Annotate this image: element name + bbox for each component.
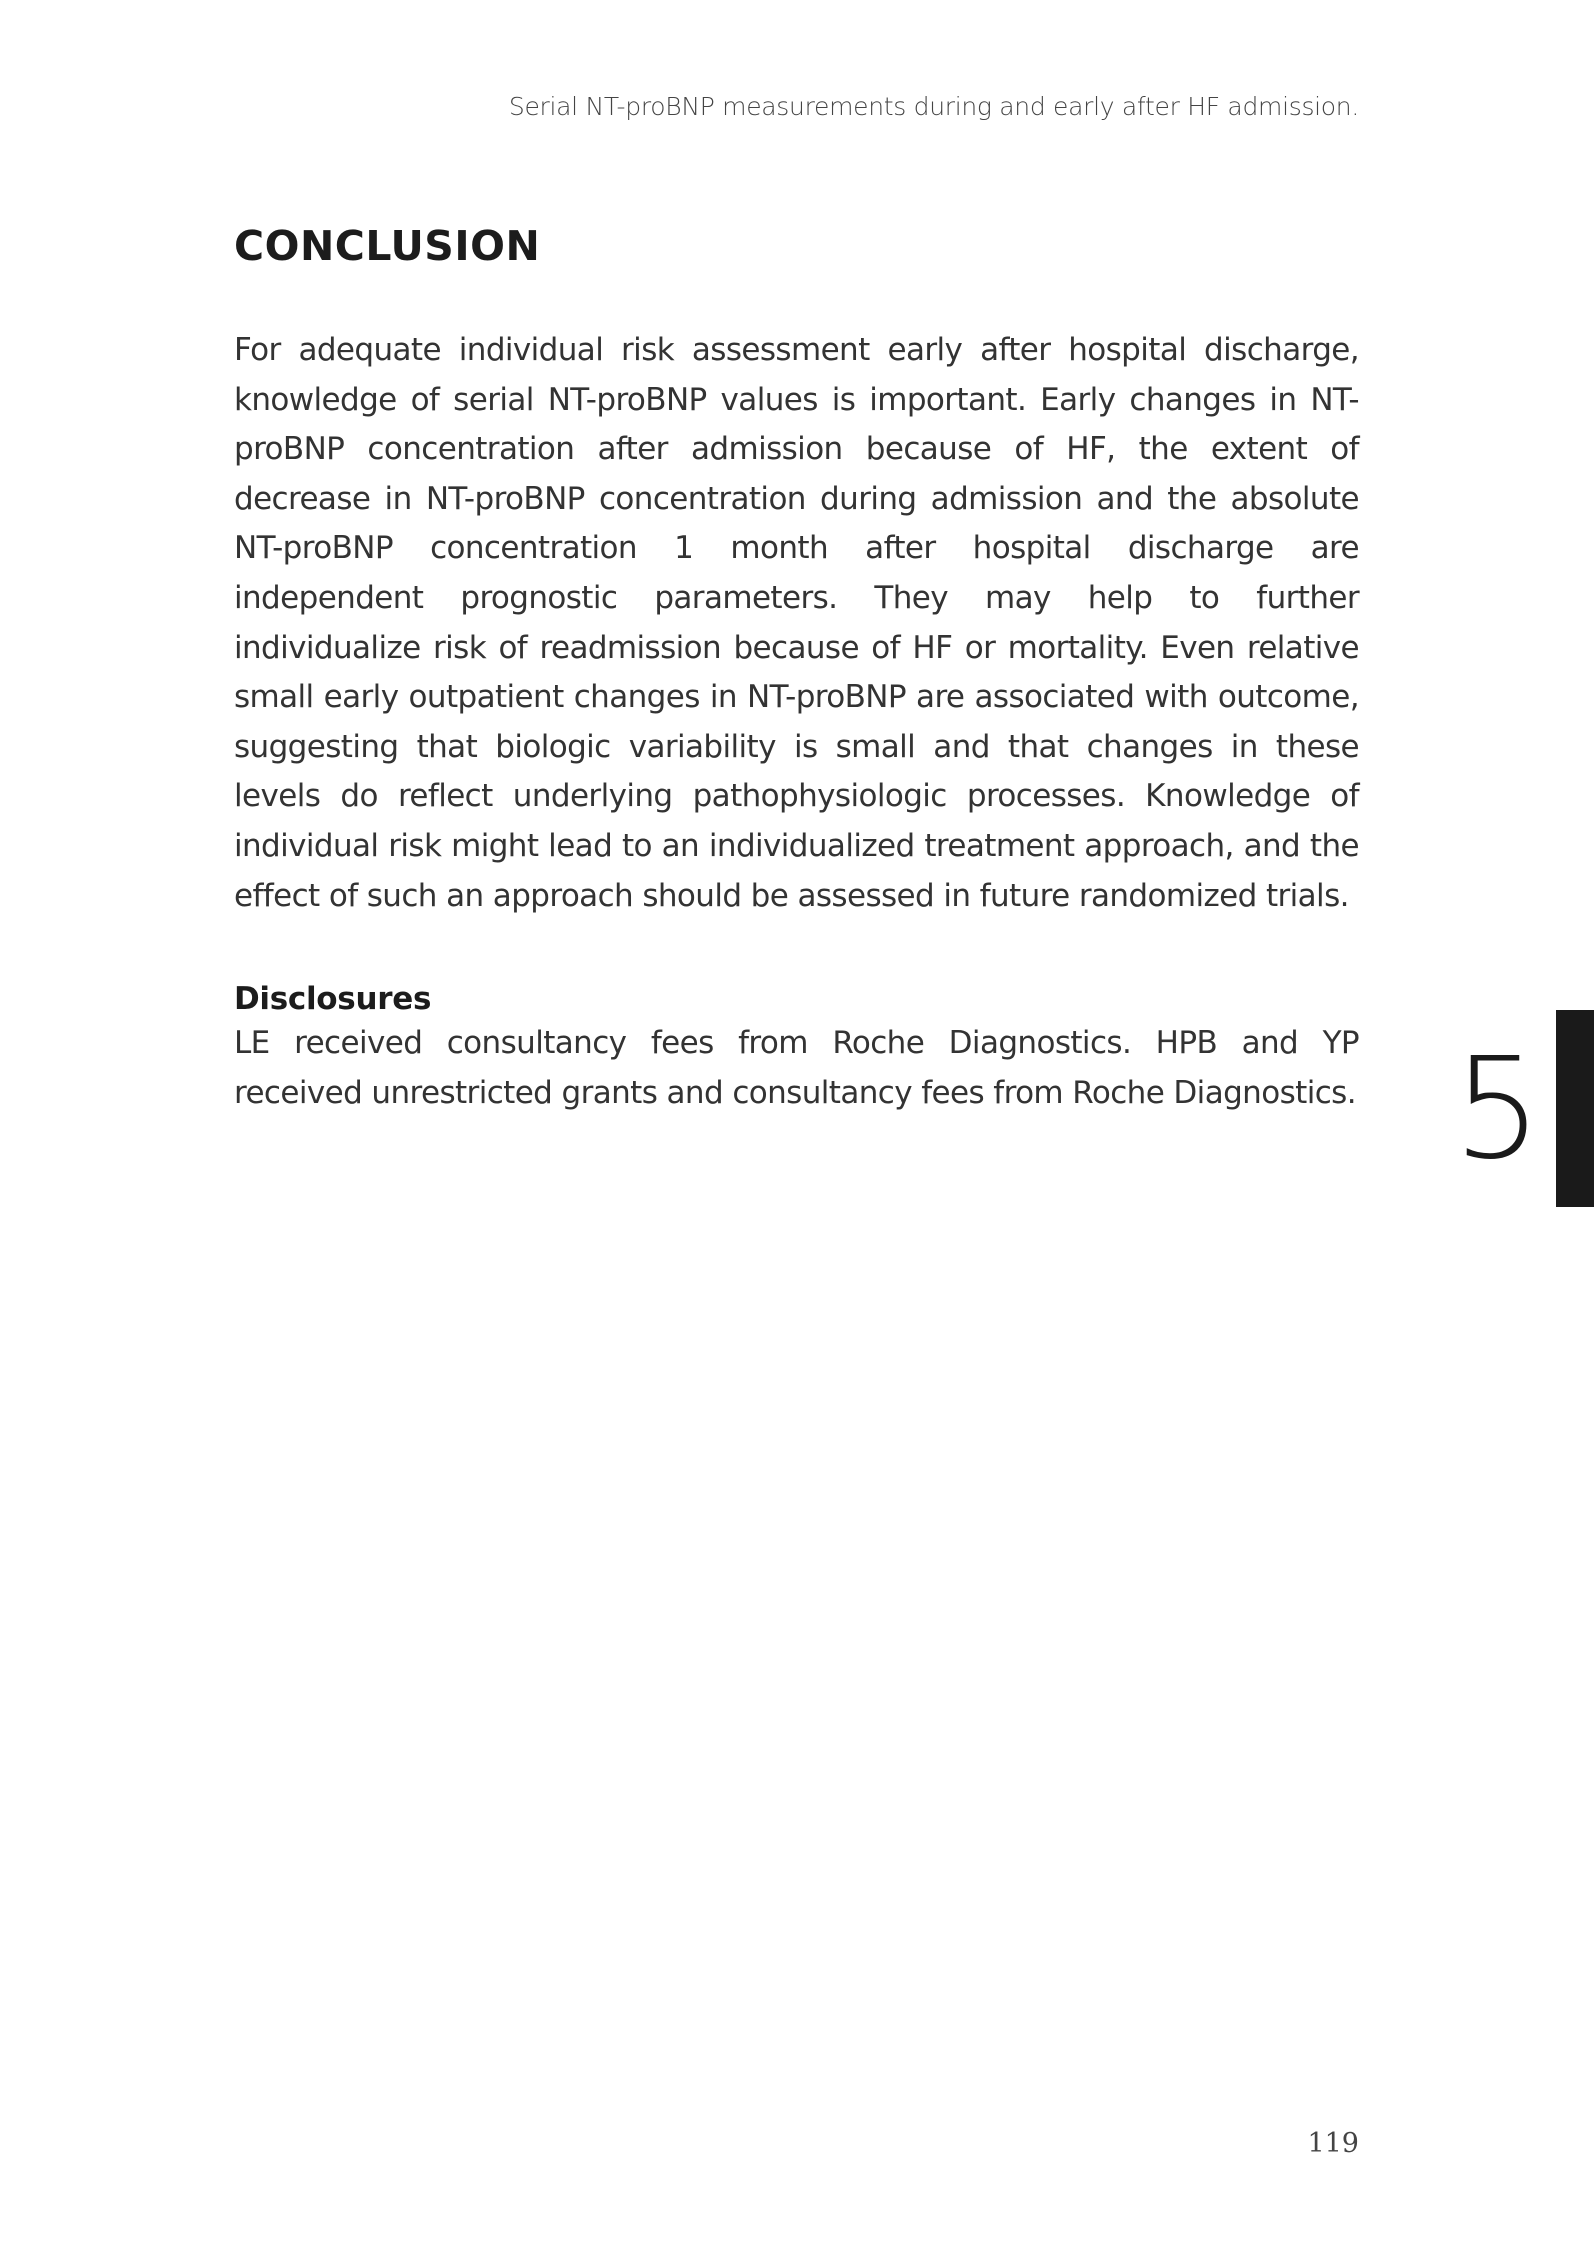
conclusion-paragraph: For adequate individual risk assessment early after hospital discharge, knowledge of serial NT-proBNP values is important. Early changes in NT-proBNP concentration after admission because of HF, the extent of decrease in NT-proBNP concentration during admission and the absolute NT-proBNP concentration 1 month after hospital discharge are independent prognostic parameters. They may help to further individualize risk of readmission because of HF or mortality. Even relative small early outpatient changes in NT-proBNP are associated with outcome, suggesting that biologic variability is small and that changes in these levels do reflect underlying pathophysiologic processes. Knowledge of individual risk might lead to an individualized treatment approach, and the effect of such an approach should be assessed in future randomized trials. [234, 332, 1359, 914]
conclusion-heading: CONCLUSION [234, 222, 541, 270]
running-header: Serial NT-proBNP measurements during and early after HF admission. [508, 92, 1359, 121]
page-number: 119 [1307, 2128, 1359, 2159]
disclosures-paragraph: LE received consultancy fees from Roche Diagnostics. HPB and YP received unrestricted grants and consultancy fees from Roche Diagnostics. [234, 1025, 1359, 1111]
chapter-number: 5 [1452, 1028, 1542, 1191]
disclosures-heading: Disclosures [234, 981, 432, 1018]
main-content [234, 222, 1359, 1118]
chapter-tab [1556, 1010, 1594, 1207]
